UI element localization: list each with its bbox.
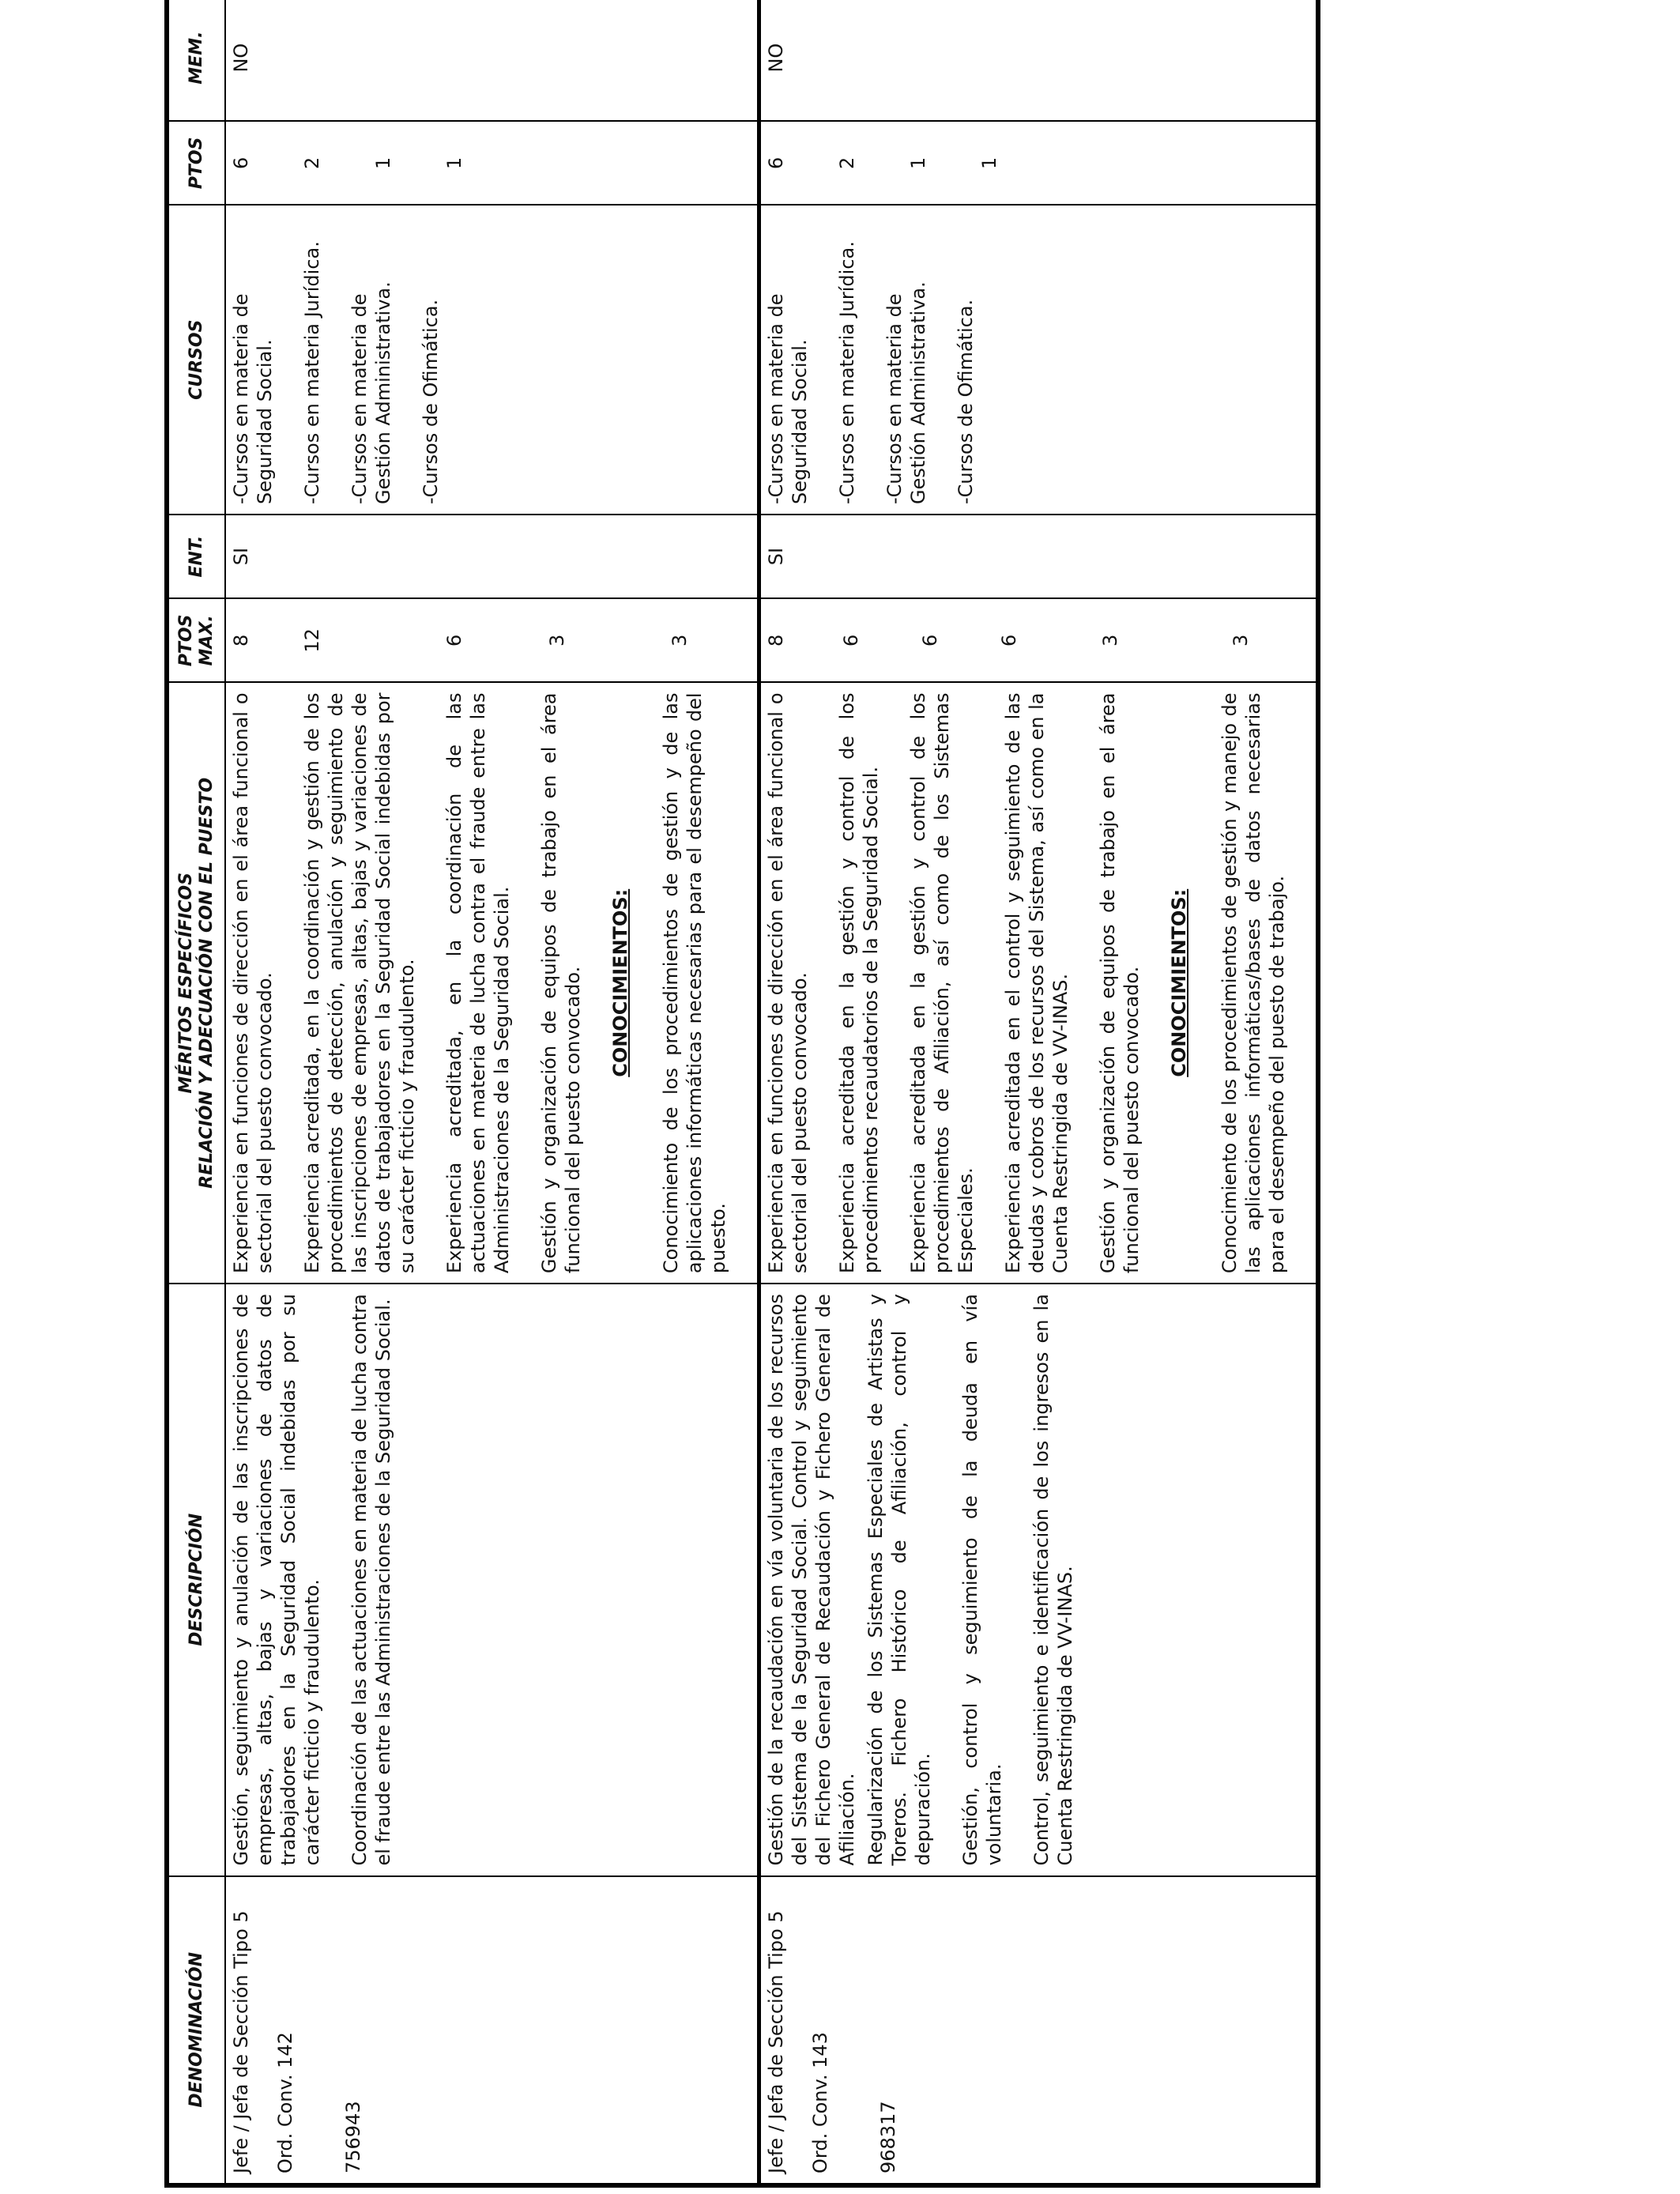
merito-item: Experiencia acreditada en la gestión y control de los procedimientos recaudatorios de la Seguridad Social. — [836, 692, 882, 1274]
merito-item: Experiencia acreditada en el control y seguimiento de las deudas y cobros de los recursos del Sistema, así como en la Cuenta Restringida de VV-INAS. — [1002, 692, 1072, 1274]
ptos-cell — [759, 121, 1319, 205]
curso-item: -Cursos en materia Jurídica. — [836, 241, 858, 504]
header-row — [167, 0, 225, 2185]
curso-item: -Cursos en materia de Seguridad Social. — [765, 293, 811, 504]
ent-cell: SI — [225, 515, 759, 598]
ptos-value: 2 — [836, 156, 858, 170]
header-mem: MEM. — [167, 0, 225, 121]
ptos-value: 6 — [230, 156, 252, 170]
conocimientos-text: Conocimiento de los procedimientos de gestión y manejo de las aplicaciones informáticas/bases de datos necesarias para el desempeño del puesto de trabajo. — [1219, 692, 1288, 1274]
meritos-cell — [759, 682, 1319, 1284]
denominacion-text: Jefe / Jefa de Sección Tipo 5 — [765, 1910, 787, 2173]
ptos-max-value: 6 — [919, 634, 941, 647]
puestos-table — [164, 0, 1320, 2188]
ptos-value: 1 — [978, 156, 1000, 170]
table-row — [759, 0, 1319, 2185]
header-denominacion: DENOMINACIÓN — [167, 1876, 225, 2185]
descripcion-item: Gestión, seguimiento y anulación de las inscripciones de empresas, altas, bajas y variaciones de datos de trabajadores en la Seguridad Social indebidas por su carácter ficticio y fraudulento. — [230, 1294, 323, 1866]
codigo-puesto: 756943 — [342, 2101, 364, 2173]
descripcion-cell — [759, 1284, 1319, 1875]
curso-item: -Cursos en materia de Gestión Administrativa. — [348, 281, 394, 504]
merito-item: Experiencia en funciones de dirección en el área funcional o sectorial del puesto convocado. — [230, 692, 276, 1274]
merito-item: Gestión y organización de equipos de trabajo en el área funcional del puesto convocado. — [1097, 692, 1143, 1274]
ptos-max-value: 3 — [546, 634, 568, 647]
conocimientos-text: Conocimiento de los procedimientos de gestión y de las aplicaciones informáticas necesarias para el desempeño del puesto. — [660, 692, 729, 1274]
ptos-max-value: 6 — [998, 634, 1020, 647]
ptos-max-value: 6 — [443, 634, 465, 647]
curso-item: -Cursos en materia de Gestión Administrativa. — [883, 281, 929, 504]
descripcion-cell — [225, 1284, 759, 1875]
cursos-cell — [759, 205, 1319, 515]
meritos-cell — [225, 682, 759, 1284]
rotated-table-page — [164, 0, 1301, 2188]
header-descripcion: DESCRIPCIÓN — [167, 1284, 225, 1875]
ptos-max-value: 6 — [840, 634, 862, 647]
cursos-cell — [225, 205, 759, 515]
orden-convocatoria: Ord. Conv. 142 — [274, 2032, 296, 2173]
header-ptos-max-line1: PTOS — [176, 614, 196, 667]
merito-item: Experiencia acreditada, en la coordinación y gestión de los procedimientos de detección, anulación y seguimiento de las inscripciones de empresas, altas, bajas y variaciones de datos de trabajadores en la Seguridad Social indebidas por su carácter ficticio y fraudulento. — [301, 692, 418, 1274]
header-ptos: PTOS — [167, 121, 225, 205]
merito-item: Experiencia en funciones de dirección en el área funcional o sectorial del puesto convocado. — [765, 692, 811, 1274]
table-row — [225, 0, 759, 2185]
header-meritos-line2: RELACIÓN Y ADECUACIÓN CON EL PUESTO — [197, 777, 217, 1189]
curso-item: -Cursos en materia de Seguridad Social. — [230, 293, 276, 504]
denominacion-cell — [759, 1876, 1319, 2185]
denominacion-cell — [225, 1876, 759, 2185]
curso-item: -Cursos en materia Jurídica. — [301, 241, 323, 504]
descripcion-item: Control, seguimiento e identificación de los ingresos en la Cuenta Restringida de VV-INAS. — [1030, 1294, 1076, 1866]
mem-cell: NO — [759, 0, 1319, 121]
descripcion-item: Coordinación de las actuaciones en materia de lucha contra el fraude entre las Administraciones de la Seguridad Social. — [348, 1294, 394, 1866]
ptos-max-value: 8 — [765, 634, 787, 647]
descripcion-item: Regularización de los Sistemas Especiales de Artistas y Toreros. Fichero Histórico de Afiliación, control y depuración. — [864, 1294, 934, 1866]
orden-convocatoria: Ord. Conv. 143 — [809, 2032, 831, 2173]
descripcion-item: Gestión, control y seguimiento de la deuda en vía voluntaria. — [959, 1294, 1005, 1866]
merito-item: Experiencia acreditada, en la coordinación de las actuaciones en materia de lucha contra el fraude entre las Administraciones de la Seguridad Social. — [443, 692, 513, 1274]
ptos-value: 2 — [301, 156, 323, 170]
conocimientos-heading: CONOCIMIENTOS: — [1168, 888, 1190, 1077]
ptos-max-cell — [225, 598, 759, 682]
mem-cell: NO — [225, 0, 759, 121]
ent-cell: SI — [759, 515, 1319, 598]
ptos-max-value: 3 — [669, 634, 691, 647]
ptos-max-value: 3 — [1099, 634, 1121, 647]
header-cursos: CURSOS — [167, 205, 225, 515]
header-ptos-max — [167, 598, 225, 682]
ptos-max-value: 12 — [301, 628, 323, 653]
merito-item: Experiencia acreditada en la gestión y control de los procedimientos de Afiliación, así como de los Sistemas Especiales. — [907, 692, 977, 1274]
ptos-max-value: 3 — [1230, 634, 1252, 647]
descripcion-item: Gestión de la recaudación en vía voluntaria de los recursos del Sistema de la Seguridad Social. Control y seguimiento del Fichero General de Recaudación y Fichero General de Afiliación. — [765, 1294, 858, 1866]
denominacion-text: Jefe / Jefa de Sección Tipo 5 — [230, 1910, 252, 2173]
header-meritos-line1: MÉRITOS ESPECÍFICOS — [176, 873, 196, 1094]
ptos-max-cell — [759, 598, 1319, 682]
curso-item: -Cursos de Ofimática. — [420, 299, 442, 504]
ptos-cell — [225, 121, 759, 205]
ptos-max-value: 8 — [230, 634, 252, 647]
ptos-value: 6 — [765, 156, 787, 170]
merito-item: Gestión y organización de equipos de trabajo en el área funcional del puesto convocado. — [538, 692, 584, 1274]
header-ptos-max-line2: MAX. — [197, 615, 217, 666]
codigo-puesto: 968317 — [877, 2101, 899, 2173]
curso-item: -Cursos de Ofimática. — [955, 299, 977, 504]
ptos-value: 1 — [372, 156, 394, 170]
header-meritos — [167, 682, 225, 1284]
ptos-value: 1 — [907, 156, 929, 170]
conocimientos-heading: CONOCIMIENTOS: — [609, 888, 631, 1077]
header-ent: ENT. — [167, 515, 225, 598]
ptos-value: 1 — [443, 156, 465, 170]
